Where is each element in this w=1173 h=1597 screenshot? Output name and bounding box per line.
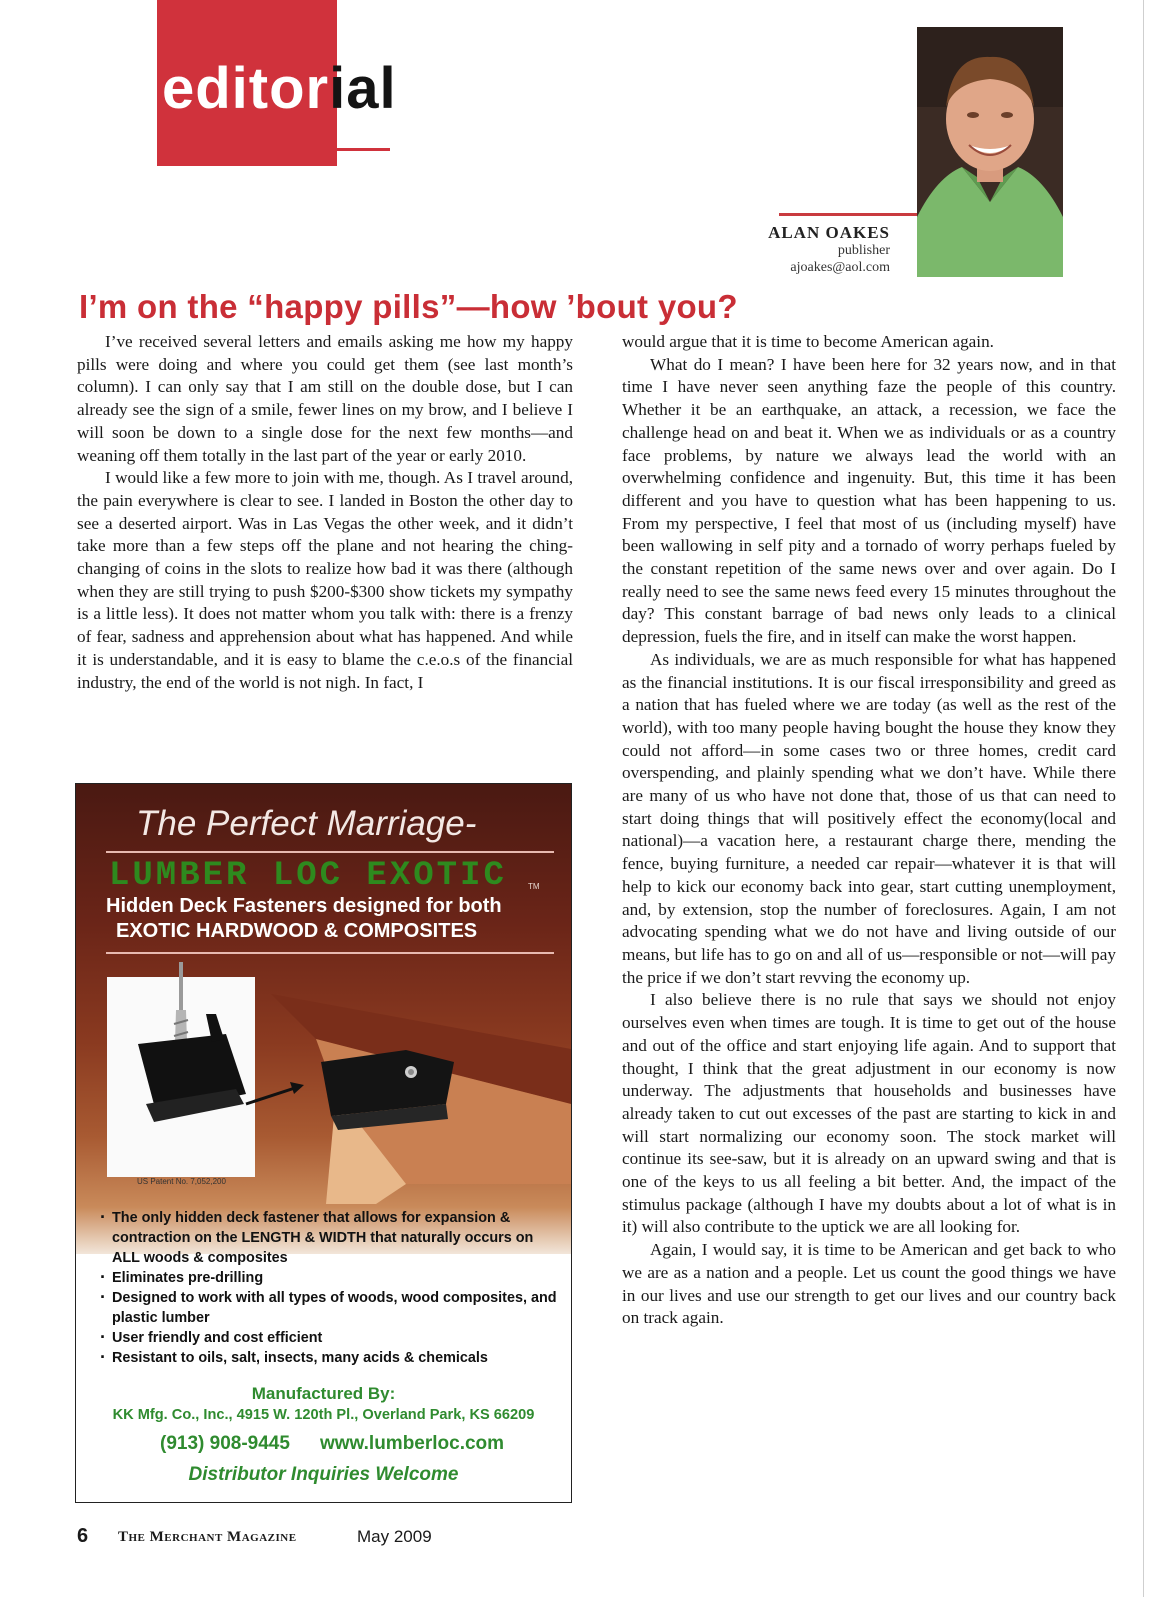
article-paragraph: I’ve received several letters and emails asking me how my happy pills were doing and where you could get them (see last month’s column). I can only say that I am still on the double dose, but I can already see the sign of a smile, fewer lines on my brow, and I believe I will soon be down to a single dose for the next few months—and weaning off them totally in the last part of the year or early 2010. xyxy=(77,332,573,465)
issue-date: May 2009 xyxy=(357,1527,432,1546)
ad-feature-item: · User friendly and cost efficient xyxy=(100,1328,560,1348)
publisher-rule xyxy=(779,213,917,216)
fastener-illustration xyxy=(76,954,571,1204)
ad-patent-number: US Patent No. 7,052,200 xyxy=(137,1177,226,1186)
ad-manufactured-by: Manufactured By: xyxy=(251,1384,396,1403)
publisher-photo xyxy=(917,27,1063,277)
ad-feature-item: · The only hidden deck fastener that allows for expansion & contraction on the LENGTH & WIDTH that naturally occurs on ALL woods & composites xyxy=(100,1208,560,1268)
ad-feature-item: · Eliminates pre-drilling xyxy=(100,1268,560,1288)
masthead-title xyxy=(162,56,397,121)
masthead-title-white: editor xyxy=(162,56,330,121)
ad-phone[interactable]: (913) 908-9445 xyxy=(160,1433,290,1454)
masthead-underline xyxy=(200,148,390,151)
page-number: 6 xyxy=(77,1525,89,1547)
ad-subtitle: Hidden Deck Fasteners designed for both xyxy=(106,895,502,917)
publisher-email[interactable]: ajoakes@aol.com xyxy=(790,260,890,275)
article-paragraph: I also believe there is no rule that says we should not enjoy ourselves even when times are tough. It is time to get out of the house and out of the office and start enjoying life again. And to support that thought, I think that the great adjustment in our economy is now underway. The adjustments that households and businesses have already taken to cut out excesses of the past are starting to kick in and will start normalizing our economy soon. The stock market will continue its see-saw, but it is already on an upward swing and that is one of the keys to us all feeling a bit better. And, the impact of the stimulus package (although I have my doubts about a lot of what is in it) will also contribute to the uptick we are all looking for. xyxy=(622,990,1116,1237)
ad-title: The Perfect Marriage- xyxy=(136,804,477,843)
ad-trademark: TM xyxy=(528,882,540,891)
article-paragraph: As individuals, we are as much responsible for what has happened as the financial institutions. It is our fiscal irresponsibility and greed as a nation that has fueled where we are today (as well as the rest of the world), with too many people having bought the house they know they could not afford—in some cases two or three homes, credit card overspending, and plainly spending what we don’t have. While there are many of us who have not done that, those of us that can need to start doing things that will positively effect the economy(local and national)—a vacation here, a restaurant charge there, mending the fence, buying furniture, a needed car repair—whatever it is that will help to kick our economy back into gear, start cutting unemployment, and, by extension, stop the number of foreclosures. Again, I am not advocating spending what we do not have and living outside of our means, but life has to go on and all of us—responsible or not—will pay the price if we don’t start revving the economy up. xyxy=(622,649,1116,987)
ad-distributor-note: Distributor Inquiries Welcome xyxy=(188,1464,459,1485)
page-edge xyxy=(1143,0,1144,1597)
ad-subtitle: EXOTIC HARDWOOD & COMPOSITES xyxy=(116,920,478,942)
masthead-title-black: ial xyxy=(329,56,397,121)
ad-address: KK Mfg. Co., Inc., 4915 W. 120th Pl., Overland Park, KS 66209 xyxy=(112,1407,535,1423)
article-paragraph: What do I mean? I have been here for 32 years now, and in that time I have never seen anything faze the people of this country. Whether it be an earthquake, an attack, a recession, we face the challenge head on and beat it. When we as individuals or as a country face problems, by nature we always lead the world with an overwhelming confidence and ingenuity. But, this time it has been different and you have to question what has been happening to us. From my perspective, I feel that most of us (including myself) have been wallowing in self pity and a tornado of worry perhaps fueled by the constant repetition of the same news over and over again. Do I really need to see the same news feed every 15 minutes throughout the day? This constant barrage of bad news only leads to a clinical depression, fuels the fire, and in itself can make the worst happen. xyxy=(622,354,1116,647)
ad-brand: LUMBER LOC EXOTIC xyxy=(109,857,507,895)
ad-rule-top xyxy=(106,851,554,853)
publisher-role: publisher xyxy=(837,243,890,258)
article-paragraph-continued: would argue that it is time to become American again. xyxy=(622,332,994,351)
article-paragraph: I would like a few more to join with me, though. As I travel around, the pain everywhere is clear to see. I landed in Boston the other day to see a deserted airport. Was in Las Vegas the other week, and it didn’t take more than a few steps off the plane and not hearing the ching-changing of coins in the slots to realize how bad it was there (although when they are still trying to push $200-$300 show tickets my sympathy is a little less). It does not matter whom you talk with: there is a frenzy of fear, sadness and apprehension about what has happened. And while it is understandable, and it is easy to blame the c.e.o.s of the financial industry, the end of the world is not nigh. In fact, I xyxy=(77,468,573,692)
ad-feature-list xyxy=(100,1208,560,1368)
ad-feature-item: · Resistant to oils, salt, insects, many acids & chemicals xyxy=(100,1348,560,1368)
ad-feature-item: · Designed to work with all types of woods, wood composites, and plastic lumber xyxy=(100,1288,560,1328)
article-paragraph: Again, I would say, it is time to be American and get back to who we are as a nation and a people. Let us count the good things we have in our lives and use our strength to get our lives and our country back on track again. xyxy=(622,1240,1116,1328)
advertisement[interactable] xyxy=(75,783,572,1503)
magazine-name: The Merchant Magazine xyxy=(118,1529,297,1545)
article-column-right xyxy=(622,331,1116,1330)
ad-website-link[interactable]: www.lumberloc.com xyxy=(320,1433,505,1454)
publisher-name: ALAN OAKES xyxy=(768,223,890,242)
headline: I’m on the “happy pills”—how ’bout you? xyxy=(79,288,738,325)
article-column-left xyxy=(77,331,573,694)
